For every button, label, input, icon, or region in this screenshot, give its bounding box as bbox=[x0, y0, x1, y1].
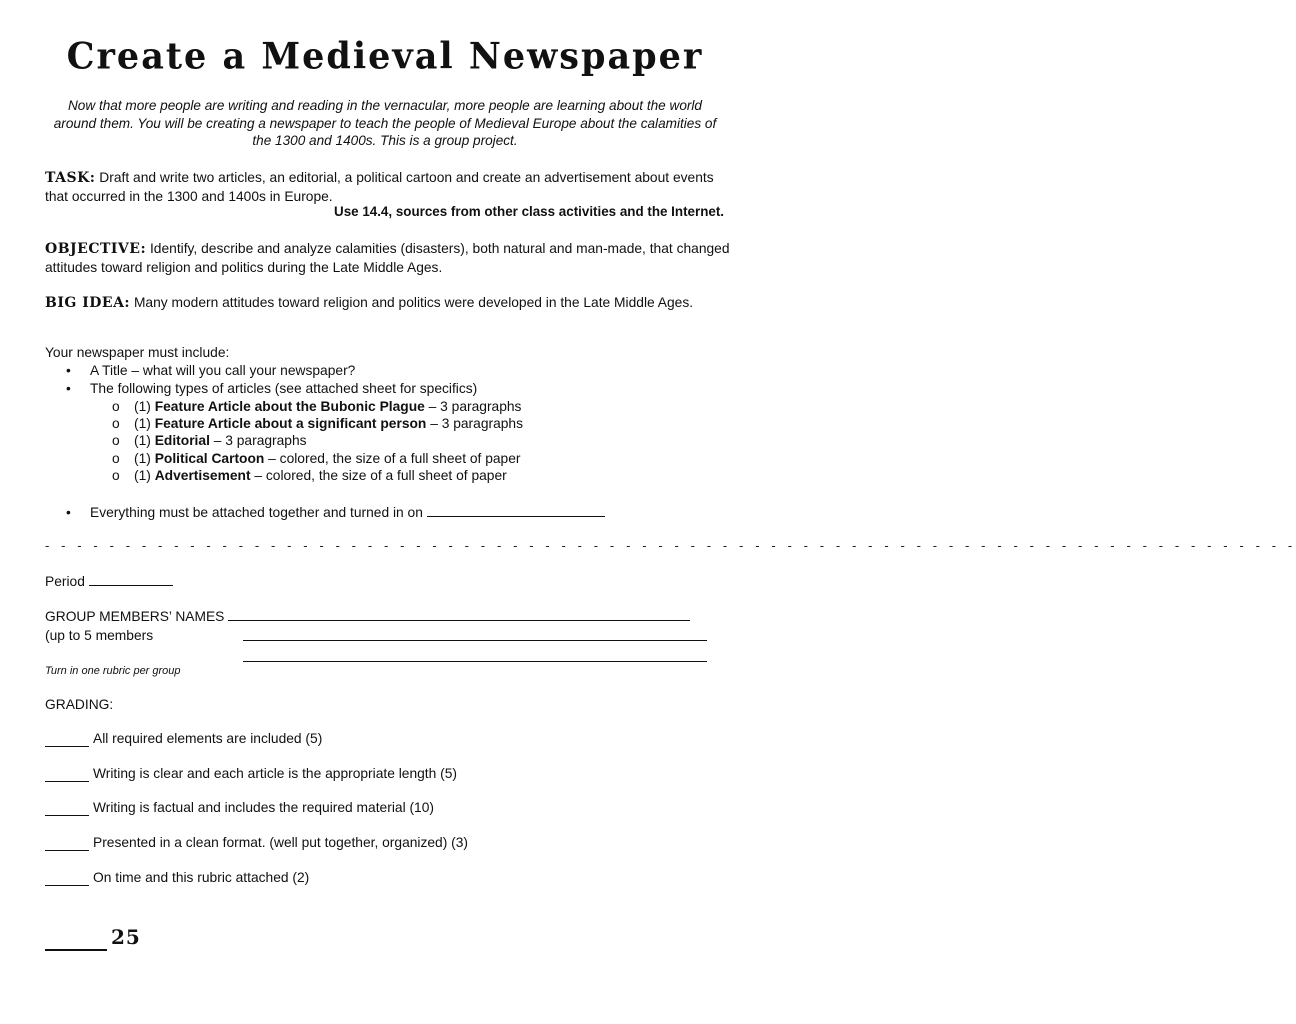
score-blank[interactable] bbox=[45, 800, 89, 816]
grading-row: Writing is clear and each article is the appropriate length (5) bbox=[45, 766, 457, 782]
task-label: TASK: bbox=[45, 170, 96, 186]
sub-list-item: o (1) Feature Article about the Bubonic Plague – 3 paragraphs bbox=[112, 399, 522, 414]
bullet-icon: • bbox=[66, 505, 71, 520]
grading-row: Presented in a clean format. (well put together, organized) (3) bbox=[45, 835, 468, 851]
bullet-title-text: A Title – what will you call your newspaper? bbox=[90, 363, 356, 378]
score-blank[interactable] bbox=[45, 731, 89, 747]
sub-list-item: o (1) Editorial – 3 paragraphs bbox=[112, 433, 307, 448]
turn-in-note: Turn in one rubric per group bbox=[45, 665, 181, 677]
intro-paragraph: Now that more people are writing and reading in the vernacular, more people are learning about the world around them. You will be creating a newspaper to teach the people of Medieval Europe about the calamities of the 1300 and 1400s. This is a group project. bbox=[53, 98, 717, 148]
objective-paragraph bbox=[45, 240, 730, 277]
list-item bbox=[66, 363, 355, 378]
score-blank[interactable] bbox=[45, 870, 89, 886]
total-score bbox=[45, 925, 141, 951]
task-paragraph bbox=[45, 169, 730, 206]
sub-list-item: o (1) Advertisement – colored, the size of a full sheet of paper bbox=[112, 468, 507, 483]
include-intro: Your newspaper must include: bbox=[45, 345, 230, 360]
list-item bbox=[66, 381, 477, 396]
members-sub-label: (up to 5 members bbox=[45, 628, 154, 643]
objective-text: Identify, describe and analyze calamities (disasters), both natural and man-made, that changed attitudes toward religion and politics during the Late Middle Ages. bbox=[45, 241, 730, 275]
circle-bullet-icon: o bbox=[112, 416, 120, 431]
total-score-blank[interactable] bbox=[45, 925, 107, 951]
period-line bbox=[45, 573, 173, 589]
grading-label: GRADING: bbox=[45, 697, 114, 712]
task-text: Draft and write two articles, an editorial, a political cartoon and create an advertisement about events that occurred in the 1300 and 1400s in Europe. bbox=[45, 170, 714, 204]
members-line bbox=[45, 608, 690, 624]
grading-row: Writing is factual and includes the required material (10) bbox=[45, 800, 434, 816]
sources-note: Use 14.4, sources from other class activities and the Internet. bbox=[334, 204, 724, 219]
circle-bullet-icon: o bbox=[112, 451, 120, 466]
big-idea-paragraph bbox=[45, 294, 730, 313]
grading-row: On time and this rubric attached (2) bbox=[45, 870, 309, 886]
list-item bbox=[66, 504, 605, 520]
big-idea-text: Many modern attitudes toward religion and politics were developed in the Late Middle Ages. bbox=[130, 295, 694, 310]
due-date-blank[interactable] bbox=[427, 504, 605, 517]
sub-list-item: o (1) Political Cartoon – colored, the size of a full sheet of paper bbox=[112, 451, 521, 466]
big-idea-label: BIG IDEA: bbox=[45, 295, 131, 311]
score-blank[interactable] bbox=[45, 835, 89, 851]
bullet-icon: • bbox=[66, 363, 71, 378]
circle-bullet-icon: o bbox=[112, 433, 120, 448]
member-name-blank-row bbox=[243, 628, 707, 644]
total-score-value: 25 bbox=[111, 925, 141, 949]
members-label: GROUP MEMBERS’ NAMES bbox=[45, 609, 229, 624]
bullet-types-text: The following types of articles (see attached sheet for specifics) bbox=[90, 381, 478, 396]
member-name-blank[interactable] bbox=[243, 649, 707, 662]
member-name-blank-row bbox=[243, 649, 707, 665]
score-blank[interactable] bbox=[45, 766, 89, 782]
bullet-icon: • bbox=[66, 381, 71, 396]
bullet-attached-text: Everything must be attached together and turned in on bbox=[90, 505, 427, 520]
sub-list-item: o (1) Feature Article about a significant person – 3 paragraphs bbox=[112, 416, 524, 431]
objective-label: OBJECTIVE: bbox=[45, 241, 147, 257]
member-name-blank[interactable] bbox=[228, 608, 690, 621]
circle-bullet-icon: o bbox=[112, 399, 120, 414]
member-name-blank[interactable] bbox=[243, 628, 707, 641]
members-sub-line bbox=[45, 628, 153, 643]
page-title: Create a Medieval Newspaper bbox=[66, 34, 704, 79]
period-label: Period bbox=[45, 574, 89, 589]
circle-bullet-icon: o bbox=[112, 468, 120, 483]
period-blank[interactable] bbox=[89, 573, 173, 586]
cut-line-divider: - - - - - - - - - - - - - - - - - - - - - - - - - - - - - - - - - - - - - - - - - - - - - - - - - - - - - - - - - - - - - - - - - - - - - - - - - - - - - - bbox=[45, 538, 1296, 553]
grading-row: All required elements are included (5) bbox=[45, 731, 322, 747]
